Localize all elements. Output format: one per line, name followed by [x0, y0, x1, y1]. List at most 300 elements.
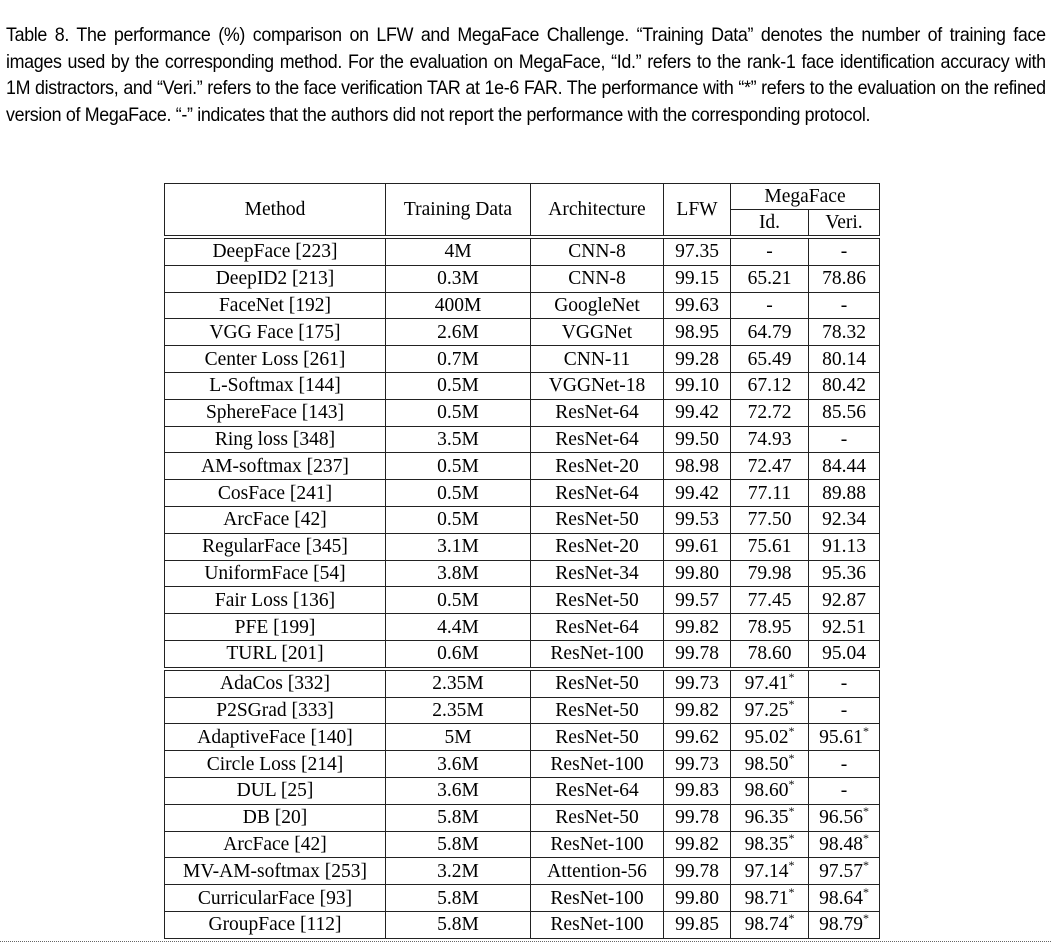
- megaface-veri-cell: [809, 533, 880, 560]
- megaface-veri-cell-value: 98.48: [819, 833, 863, 855]
- megaface-id-cell-value: -: [766, 294, 773, 316]
- megaface-veri-cell-value: -: [840, 428, 848, 450]
- megaface-veri-cell-value: -: [840, 294, 848, 316]
- architecture-cell-value: GoogleNet: [554, 294, 640, 316]
- megaface-veri-cell: [809, 777, 880, 804]
- megaface-id-cell: [731, 911, 809, 938]
- training-data-cell-value: 2.6M: [437, 321, 479, 343]
- lfw-cell-value: 99.80: [675, 887, 719, 909]
- megaface-id-cell-value: 74.93: [747, 428, 792, 450]
- megaface-id-cell-value: 77.50: [747, 509, 792, 531]
- megaface-id-cell-value: 72.72: [747, 402, 792, 424]
- lfw-cell: [664, 399, 731, 426]
- megaface-veri-cell: [809, 670, 880, 697]
- table-row: [165, 265, 880, 292]
- method-cell: [165, 831, 386, 858]
- lfw-cell-value: 99.15: [675, 268, 719, 290]
- lfw-cell: [664, 319, 731, 346]
- architecture-cell-value: ResNet-20: [555, 455, 639, 477]
- megaface-id-cell-value: 67.12: [747, 375, 792, 397]
- architecture-cell: [531, 640, 664, 667]
- megaface-id-cell: [731, 480, 809, 507]
- training-data-cell-value: 5.8M: [437, 833, 479, 855]
- method-cell-value: Center Loss [261]: [204, 348, 346, 370]
- method-cell: [165, 372, 386, 399]
- training-data-cell: [386, 372, 531, 399]
- training-data-cell-value: 0.5M: [437, 509, 479, 531]
- training-data-cell-value: 0.3M: [437, 268, 479, 290]
- megaface-veri-cell-value: 80.14: [822, 348, 866, 370]
- megaface-id-cell-value: 97.41: [744, 673, 789, 695]
- architecture-cell-value: VGGNet: [561, 321, 633, 343]
- megaface-id-cell: [731, 885, 809, 912]
- architecture-cell: [531, 885, 664, 912]
- architecture-cell: [531, 777, 664, 804]
- megaface-veri-cell-value: 95.61: [819, 726, 863, 748]
- header-id: Id.: [731, 210, 809, 236]
- megaface-veri-cell-value: 85.56: [822, 402, 866, 424]
- architecture-cell: [531, 670, 664, 697]
- architecture-cell: [531, 697, 664, 724]
- lfw-cell: [664, 751, 731, 778]
- table-row: [165, 885, 880, 912]
- architecture-cell-value: ResNet-64: [555, 402, 639, 424]
- header-lfw: LFW: [664, 184, 731, 236]
- megaface-id-cell-value: 79.98: [747, 562, 792, 584]
- architecture-cell: [531, 346, 664, 373]
- architecture-cell-value: ResNet-64: [555, 482, 639, 504]
- megaface-veri-cell-value: -: [840, 780, 848, 802]
- architecture-cell-value: ResNet-100: [550, 833, 644, 855]
- method-cell-value: AdaCos [332]: [220, 673, 330, 695]
- refined-megaface-marker: *: [788, 857, 795, 872]
- megaface-id-cell-value: 65.21: [747, 268, 792, 290]
- training-data-cell: [386, 506, 531, 533]
- table-row: [165, 372, 880, 399]
- megaface-veri-cell: [809, 697, 880, 724]
- table-row: [165, 239, 880, 266]
- training-data-cell-value: 0.7M: [437, 348, 479, 370]
- lfw-cell: [664, 560, 731, 587]
- megaface-veri-cell: [809, 804, 880, 831]
- megaface-veri-cell: [809, 319, 880, 346]
- training-data-cell: [386, 426, 531, 453]
- megaface-id-cell-value: -: [766, 241, 773, 263]
- training-data-cell-value: 0.5M: [437, 482, 479, 504]
- training-data-cell-value: 4M: [444, 241, 472, 263]
- refined-megaface-marker: *: [862, 804, 869, 819]
- lfw-cell-value: 99.82: [675, 616, 719, 638]
- megaface-veri-cell-value: -: [840, 699, 848, 721]
- lfw-cell: [664, 426, 731, 453]
- megaface-id-cell-value: 78.60: [747, 643, 792, 665]
- lfw-cell: [664, 587, 731, 614]
- lfw-cell-value: 99.78: [675, 860, 719, 882]
- training-data-cell: [386, 265, 531, 292]
- megaface-id-cell-value: 98.50: [744, 753, 789, 775]
- megaface-id-cell: [731, 533, 809, 560]
- training-data-cell: [386, 346, 531, 373]
- megaface-id-cell: [731, 560, 809, 587]
- architecture-cell: [531, 265, 664, 292]
- megaface-veri-cell-value: 92.34: [822, 509, 866, 531]
- megaface-id-cell-value: 98.35: [744, 833, 789, 855]
- page-break-dotted-line: [0, 941, 1051, 942]
- lfw-cell: [664, 453, 731, 480]
- table-caption: Table 8. The performance (%) comparison on LFW and MegaFace Challenge. “Training Data” denotes the number of training face images used by the corresponding method. For the evaluation on MegaFace, “Id.” refers to the rank-1 face identification accuracy with 1M distractors, and “Veri.” refers to the face verification TAR at 1e-6 FAR. The performance with “*” refers to the evaluation on the refined version of MegaFace. “-” indicates that the authors did not report the performance with the corresponding protocol.: [6, 25, 1046, 126]
- method-cell-value: ArcFace [42]: [223, 833, 327, 855]
- method-cell-value: DeepID2 [213]: [215, 268, 335, 290]
- training-data-cell-value: 3.8M: [437, 562, 479, 584]
- method-cell: [165, 480, 386, 507]
- lfw-cell: [664, 480, 731, 507]
- training-data-cell-value: 0.5M: [437, 402, 479, 424]
- lfw-cell-value: 97.35: [675, 241, 719, 263]
- method-cell-value: AM-softmax [237]: [201, 455, 349, 477]
- megaface-id-cell: [731, 804, 809, 831]
- training-data-cell-value: 2.35M: [432, 699, 484, 721]
- method-cell: [165, 506, 386, 533]
- architecture-cell-value: CNN-8: [568, 268, 626, 290]
- refined-megaface-marker: *: [862, 884, 869, 899]
- megaface-id-cell-value: 96.35: [744, 807, 789, 829]
- megaface-veri-cell-value: 92.51: [822, 616, 866, 638]
- lfw-cell-value: 99.42: [675, 482, 719, 504]
- lfw-cell-value: 99.82: [675, 833, 719, 855]
- megaface-veri-cell-value: 92.87: [822, 589, 866, 611]
- training-data-cell: [386, 777, 531, 804]
- training-data-cell: [386, 670, 531, 697]
- megaface-veri-cell: [809, 292, 880, 319]
- training-data-cell: [386, 640, 531, 667]
- lfw-cell-value: 99.73: [675, 673, 719, 695]
- method-cell-value: AdaptiveFace [140]: [197, 726, 353, 748]
- training-data-cell-value: 3.1M: [437, 536, 479, 558]
- lfw-cell-value: 99.61: [675, 536, 719, 558]
- megaface-id-cell-value: 64.79: [747, 321, 792, 343]
- architecture-cell-value: ResNet-64: [555, 616, 639, 638]
- refined-megaface-marker: *: [788, 750, 795, 765]
- method-cell-value: FaceNet [192]: [218, 294, 332, 316]
- method-cell: [165, 560, 386, 587]
- training-data-cell: [386, 587, 531, 614]
- refined-megaface-marker: *: [862, 830, 869, 845]
- megaface-id-cell-value: 72.47: [747, 455, 792, 477]
- lfw-cell: [664, 724, 731, 751]
- megaface-veri-cell: [809, 399, 880, 426]
- method-cell-value: DB [20]: [242, 807, 308, 829]
- refined-megaface-marker: *: [788, 670, 795, 685]
- megaface-id-cell: [731, 751, 809, 778]
- megaface-id-cell-value: 97.14: [744, 860, 789, 882]
- method-cell: [165, 751, 386, 778]
- architecture-cell-value: ResNet-100: [550, 914, 644, 936]
- refined-megaface-marker: *: [788, 884, 795, 899]
- megaface-id-cell: [731, 670, 809, 697]
- method-cell: [165, 587, 386, 614]
- megaface-id-cell: [731, 399, 809, 426]
- architecture-cell-value: ResNet-100: [550, 643, 644, 665]
- megaface-id-cell: [731, 697, 809, 724]
- table-row: [165, 804, 880, 831]
- architecture-cell: [531, 292, 664, 319]
- megaface-veri-cell: [809, 453, 880, 480]
- training-data-cell-value: 400M: [434, 294, 482, 316]
- megaface-veri-cell-value: 95.36: [822, 562, 866, 584]
- architecture-cell: [531, 239, 664, 266]
- megaface-veri-cell-value: 78.32: [822, 321, 866, 343]
- refined-megaface-marker: *: [788, 830, 795, 845]
- architecture-cell: [531, 533, 664, 560]
- megaface-id-cell: [731, 640, 809, 667]
- method-cell: [165, 670, 386, 697]
- method-cell: [165, 640, 386, 667]
- megaface-veri-cell: [809, 640, 880, 667]
- table-row: [165, 697, 880, 724]
- lfw-cell: [664, 292, 731, 319]
- table-row: [165, 777, 880, 804]
- training-data-cell: [386, 292, 531, 319]
- megaface-id-cell: [731, 239, 809, 266]
- table-row: [165, 724, 880, 751]
- megaface-veri-cell: [809, 885, 880, 912]
- lfw-cell-value: 99.63: [675, 294, 719, 316]
- lfw-cell-value: 99.57: [675, 589, 719, 611]
- training-data-cell-value: 0.5M: [437, 455, 479, 477]
- architecture-cell-value: ResNet-50: [555, 807, 639, 829]
- table-row: [165, 751, 880, 778]
- method-cell-value: Ring loss [348]: [214, 428, 336, 450]
- megaface-veri-cell: [809, 480, 880, 507]
- megaface-veri-cell-value: 78.86: [822, 268, 866, 290]
- refined-megaface-marker: *: [788, 804, 795, 819]
- megaface-veri-cell-value: 80.42: [822, 375, 866, 397]
- megaface-id-cell: [731, 372, 809, 399]
- training-data-cell-value: 0.5M: [437, 589, 479, 611]
- megaface-veri-cell-value: 95.04: [822, 643, 866, 665]
- method-cell-value: L-Softmax [144]: [209, 375, 341, 397]
- architecture-cell: [531, 751, 664, 778]
- training-data-cell-value: 3.6M: [437, 753, 479, 775]
- lfw-cell-value: 98.95: [675, 321, 719, 343]
- megaface-id-cell-value: 78.95: [747, 616, 792, 638]
- megaface-veri-cell-value: 97.57: [819, 860, 863, 882]
- megaface-veri-cell: [809, 506, 880, 533]
- training-data-cell: [386, 804, 531, 831]
- megaface-id-cell-value: 98.74: [744, 914, 789, 936]
- architecture-cell-value: CNN-11: [563, 348, 631, 370]
- megaface-veri-cell-value: 89.88: [822, 482, 866, 504]
- method-cell: [165, 453, 386, 480]
- megaface-veri-cell: [809, 831, 880, 858]
- table-row: [165, 399, 880, 426]
- lfw-cell: [664, 346, 731, 373]
- table-row: [165, 319, 880, 346]
- training-data-cell: [386, 831, 531, 858]
- method-cell: [165, 399, 386, 426]
- megaface-id-cell-value: 65.49: [747, 348, 792, 370]
- training-data-cell-value: 3.6M: [437, 780, 479, 802]
- method-cell: [165, 346, 386, 373]
- architecture-cell-value: VGGNet-18: [548, 375, 646, 397]
- lfw-cell-value: 99.28: [675, 348, 719, 370]
- table-row: [165, 292, 880, 319]
- lfw-cell: [664, 911, 731, 938]
- megaface-veri-cell: [809, 614, 880, 641]
- megaface-id-cell: [731, 831, 809, 858]
- refined-megaface-marker: *: [862, 723, 869, 738]
- refined-megaface-marker: *: [862, 857, 869, 872]
- method-cell: [165, 265, 386, 292]
- training-data-cell-value: 5.8M: [437, 887, 479, 909]
- architecture-cell-value: Attention-56: [547, 860, 647, 882]
- lfw-cell-value: 99.78: [675, 807, 719, 829]
- table-row: [165, 640, 880, 667]
- megaface-id-cell: [731, 319, 809, 346]
- method-cell-value: DUL [25]: [236, 780, 314, 802]
- architecture-cell: [531, 560, 664, 587]
- lfw-cell-value: 99.73: [675, 753, 719, 775]
- megaface-veri-cell: [809, 265, 880, 292]
- megaface-veri-cell: [809, 239, 880, 266]
- lfw-cell-value: 99.82: [675, 699, 719, 721]
- architecture-cell: [531, 587, 664, 614]
- training-data-cell: [386, 239, 531, 266]
- lfw-cell-value: 99.42: [675, 402, 719, 424]
- architecture-cell: [531, 319, 664, 346]
- method-cell-value: P2SGrad [333]: [216, 699, 334, 721]
- method-cell-value: PFE [199]: [234, 616, 316, 638]
- training-data-cell-value: 5M: [444, 726, 472, 748]
- refined-megaface-marker: *: [862, 911, 869, 926]
- megaface-id-cell: [731, 265, 809, 292]
- training-data-cell: [386, 911, 531, 938]
- lfw-cell: [664, 640, 731, 667]
- lfw-cell: [664, 239, 731, 266]
- megaface-id-cell: [731, 426, 809, 453]
- header-veri: Veri.: [809, 210, 880, 236]
- table-header: [165, 184, 880, 236]
- training-data-cell-value: 5.8M: [437, 914, 479, 936]
- training-data-cell: [386, 399, 531, 426]
- lfw-cell: [664, 614, 731, 641]
- architecture-cell-value: ResNet-50: [555, 699, 639, 721]
- method-cell-value: CosFace [241]: [217, 482, 333, 504]
- header-architecture: Architecture: [531, 184, 664, 236]
- method-cell-value: CurricularFace [93]: [197, 887, 353, 909]
- megaface-veri-cell: [809, 858, 880, 885]
- method-cell-value: ArcFace [42]: [223, 509, 327, 531]
- method-cell: [165, 697, 386, 724]
- megaface-id-cell-value: 75.61: [747, 536, 792, 558]
- lfw-cell-value: 99.85: [675, 914, 719, 936]
- megaface-veri-cell: [809, 426, 880, 453]
- architecture-cell-value: ResNet-64: [555, 428, 639, 450]
- megaface-veri-cell: [809, 911, 880, 938]
- megaface-veri-cell: [809, 587, 880, 614]
- megaface-id-cell-value: 98.60: [744, 780, 789, 802]
- architecture-cell-value: ResNet-64: [555, 780, 639, 802]
- architecture-cell: [531, 858, 664, 885]
- megaface-id-cell: [731, 506, 809, 533]
- megaface-veri-cell: [809, 346, 880, 373]
- table-row: [165, 560, 880, 587]
- megaface-veri-cell-value: -: [840, 673, 848, 695]
- architecture-cell: [531, 426, 664, 453]
- method-cell: [165, 885, 386, 912]
- table-body: [165, 236, 880, 939]
- megaface-id-cell: [731, 858, 809, 885]
- method-cell: [165, 804, 386, 831]
- training-data-cell-value: 2.35M: [432, 673, 484, 695]
- table-row: [165, 453, 880, 480]
- training-data-cell: [386, 533, 531, 560]
- training-data-cell: [386, 724, 531, 751]
- method-cell-value: MV-AM-softmax [253]: [183, 860, 367, 882]
- megaface-id-cell: [731, 777, 809, 804]
- architecture-cell: [531, 911, 664, 938]
- lfw-cell-value: 99.80: [675, 562, 719, 584]
- training-data-cell: [386, 560, 531, 587]
- table-row: [165, 858, 880, 885]
- method-cell-value: Fair Loss [136]: [214, 589, 336, 611]
- method-cell-value: VGG Face [175]: [209, 321, 341, 343]
- table-row: [165, 614, 880, 641]
- architecture-cell: [531, 614, 664, 641]
- lfw-cell: [664, 670, 731, 697]
- megaface-veri-cell: [809, 372, 880, 399]
- megaface-id-cell: [731, 587, 809, 614]
- training-data-cell: [386, 480, 531, 507]
- architecture-cell: [531, 372, 664, 399]
- architecture-cell-value: CNN-8: [568, 241, 626, 263]
- lfw-cell: [664, 831, 731, 858]
- lfw-cell-value: 99.62: [675, 726, 719, 748]
- table-row: [165, 670, 880, 697]
- megaface-veri-cell: [809, 560, 880, 587]
- method-cell-value: UniformFace [54]: [204, 562, 346, 584]
- refined-megaface-marker: *: [788, 911, 795, 926]
- architecture-cell-value: ResNet-34: [555, 562, 639, 584]
- method-cell: [165, 724, 386, 751]
- table-row: [165, 426, 880, 453]
- megaface-veri-cell-value: -: [840, 753, 848, 775]
- method-cell: [165, 319, 386, 346]
- architecture-cell: [531, 831, 664, 858]
- lfw-cell-value: 99.10: [675, 375, 719, 397]
- megaface-id-cell: [731, 453, 809, 480]
- table-row: [165, 506, 880, 533]
- lfw-cell: [664, 777, 731, 804]
- method-cell-value: TURL [201]: [226, 643, 324, 665]
- table-row: [165, 831, 880, 858]
- training-data-cell-value: 3.2M: [437, 860, 479, 882]
- lfw-cell-value: 98.98: [675, 455, 719, 477]
- method-cell-value: RegularFace [345]: [202, 536, 348, 558]
- training-data-cell-value: 4.4M: [437, 616, 479, 638]
- method-cell: [165, 777, 386, 804]
- megaface-id-cell: [731, 724, 809, 751]
- lfw-cell: [664, 506, 731, 533]
- training-data-cell: [386, 697, 531, 724]
- header-method: Method: [165, 184, 386, 236]
- megaface-veri-cell-value: 96.56: [819, 807, 863, 829]
- header-row-1: [165, 184, 880, 210]
- lfw-cell: [664, 533, 731, 560]
- method-cell-value: GroupFace [112]: [208, 914, 342, 936]
- lfw-cell: [664, 697, 731, 724]
- training-data-cell-value: 3.5M: [437, 428, 479, 450]
